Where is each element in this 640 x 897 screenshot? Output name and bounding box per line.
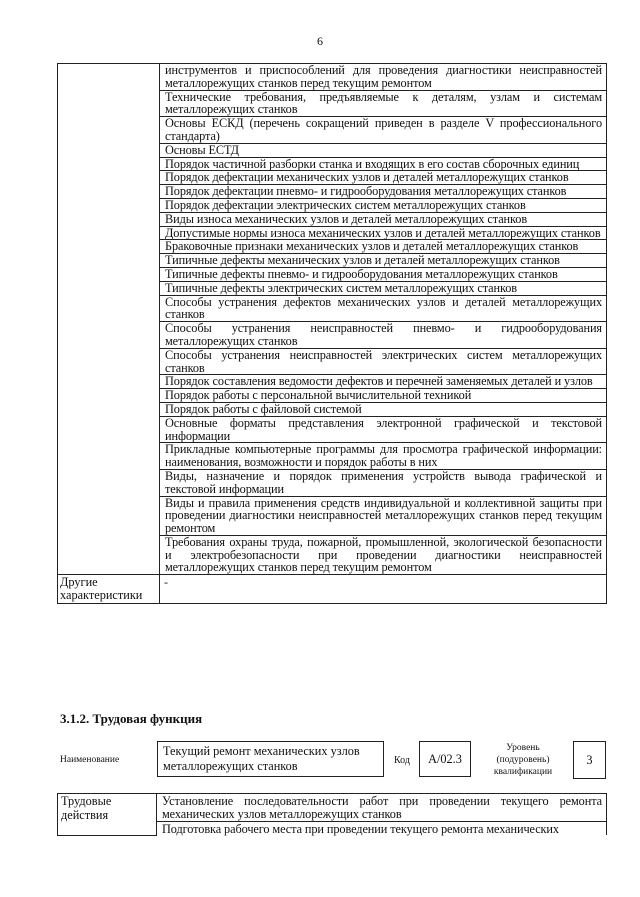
knowledge-item: Порядок дефектации электрических систем металлорежущих станков [160,198,607,212]
function-header-row [58,741,608,781]
knowledge-item: Порядок частичной разборки станка и входящих в его состав сборочных единиц [160,157,607,171]
knowledge-item: инструментов и приспособлений для проведения диагностики неисправностей металлорежущих станков перед текущим ремонтом [160,64,607,91]
knowledge-item: Виды, назначение и порядок применения устройств вывода графической и текстовой информации [160,469,607,496]
code-label: Код [394,755,410,766]
knowledge-item: Порядок дефектации пневмо- и гидрооборудования металлорежущих станков [160,185,607,199]
knowledge-item: Порядок дефектации механических узлов и деталей металлорежущих станков [160,171,607,185]
knowledge-item: Порядок составления ведомости дефектов и перечней заменяемых деталей и узлов [160,375,607,389]
knowledge-item: Типичные дефекты пневмо- и гидрооборудования металлорежущих станков [160,267,607,281]
knowledge-item: Допустимые нормы износа механических узлов и деталей металлорежущих станков [160,226,607,240]
other-characteristics-label: Другие характеристики [58,575,160,604]
page-number: 6 [317,34,323,48]
function-name-box: Текущий ремонт механических узлов металлорежущих станков [157,741,384,777]
labor-action-item: Подготовка рабочего места при проведении текущего ремонта механических [157,821,607,835]
knowledge-item: Браковочные признаки механических узлов и деталей металлорежущих станков [160,240,607,254]
other-characteristics-row [58,575,607,604]
labor-actions-label: Трудовые действия [58,794,157,836]
knowledge-item: Порядок работы с персональной вычислительной техникой [160,389,607,403]
other-characteristics-value: - [160,575,607,604]
knowledge-item: Виды износа механических узлов и деталей металлорежущих станков [160,212,607,226]
knowledge-item: Требования охраны труда, пожарной, промышленной, экологической безопасности и электробезопасности при проведении диагностики неисправностей металлорежущих станков перед текущим ремонтом [160,535,607,574]
knowledge-item: Способы устранения дефектов механических узлов и деталей металлорежущих станков [160,295,607,322]
knowledge-item: Основы ЕСКД (перечень сокращений приведен в разделе V профессионального стандарта) [160,117,607,144]
knowledge-item: Типичные дефекты механических узлов и деталей металлорежущих станков [160,254,607,268]
knowledge-item: Способы устранения неисправностей электрических систем металлорежущих станков [160,348,607,375]
labor-action-item: Установление последовательности работ при проведении текущего ремонта механических узлов металлорежущих станков [157,794,607,822]
table-row [58,794,607,822]
labor-actions-table [57,793,607,836]
knowledge-item: Основы ЕСТД [160,143,607,157]
code-box: A/02.3 [419,741,471,777]
name-label: Наименование [60,755,120,765]
knowledge-item: Прикладные компьютерные программы для просмотра графической информации: наименования, возможности и порядок работы в них [160,443,607,470]
section-title: 3.1.2. Трудовая функция [60,711,203,726]
knowledge-item: Виды и правила применения средств индивидуальной и коллективной защиты при проведении диагностики неисправностей металлорежущих станков перед текущим ремонтом [160,496,607,535]
qualification-level-box: 3 [573,741,606,779]
knowledge-item: Способы устранения неисправностей пневмо- и гидрооборудования металлорежущих станков [160,322,607,349]
qualification-level-label: Уровень (подуровень) квалификации [493,743,553,777]
knowledge-item: Порядок работы с файловой системой [160,402,607,416]
knowledge-item: Типичные дефекты электрических систем металлорежущих станков [160,281,607,295]
knowledge-item: Основные форматы представления электронной графической и текстовой информации [160,416,607,443]
knowledge-table [57,63,607,604]
knowledge-label-cell [58,64,160,575]
knowledge-item: Технические требования, предъявляемые к деталям, узлам и системам металлорежущих станков [160,90,607,117]
table-row [58,64,607,91]
